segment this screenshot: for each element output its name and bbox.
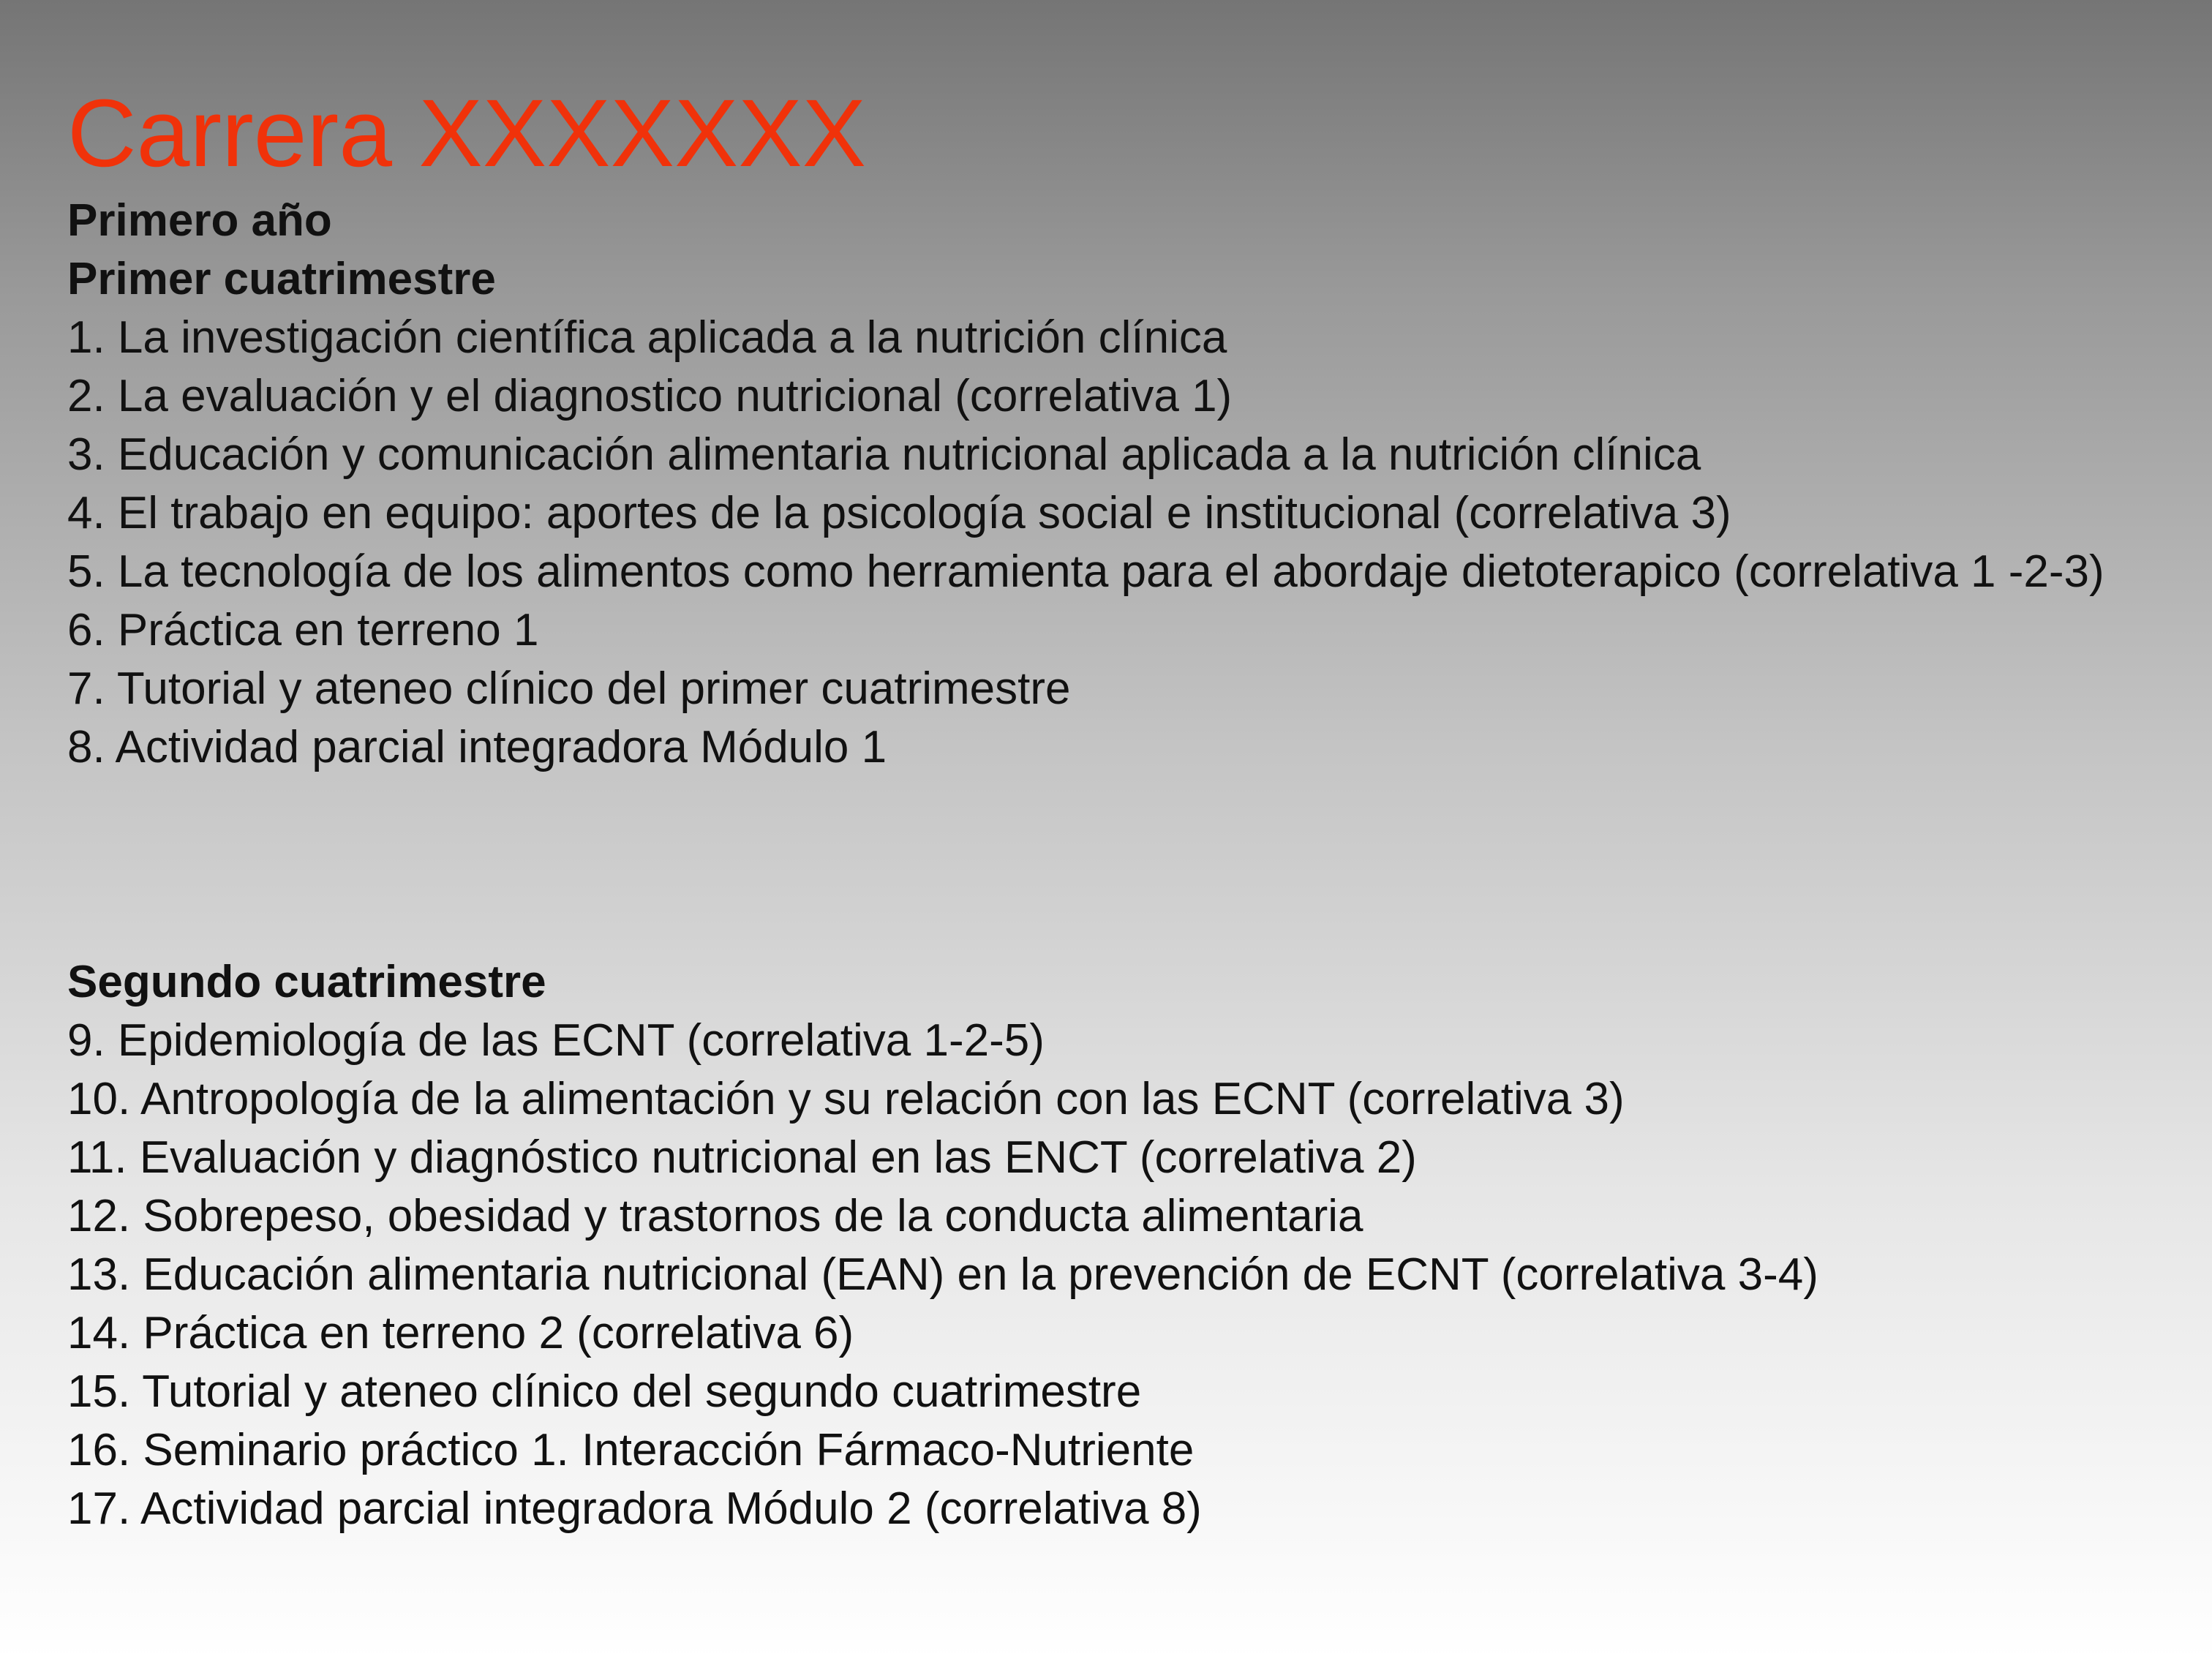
list-item: 14. Práctica en terreno 2 (correlativa 6) <box>67 1308 854 1358</box>
first-term-block <box>67 192 2174 777</box>
second-term-heading: Segundo cuatrimestre <box>67 957 546 1007</box>
list-item: 16. Seminario práctico 1. Interacción Fármaco-Nutriente <box>67 1425 1195 1475</box>
list-item: 8. Actividad parcial integradora Módulo 1 <box>67 722 887 772</box>
year-heading: Primero año <box>67 195 332 246</box>
first-term-heading: Primer cuatrimestre <box>67 254 496 304</box>
list-item: 4. El trabajo en equipo: aportes de la psicología social e institucional (correlativa 3) <box>67 488 1731 538</box>
list-item: 9. Epidemiología de las ECNT (correlativa 1-2-5) <box>67 1015 1045 1066</box>
list-item: 15. Tutorial y ateneo clínico del segundo cuatrimestre <box>67 1366 1142 1417</box>
second-term-list <box>67 1012 2174 1538</box>
list-item: 10. Antropología de la alimentación y su relación con las ECNT (correlativa 3) <box>67 1074 1625 1124</box>
list-item: 12. Sobrepeso, obesidad y trastornos de la conducta alimentaria <box>67 1191 1363 1241</box>
list-item: 3. Educación y comunicación alimentaria nutricional aplicada a la nutrición clínica <box>67 429 1701 480</box>
list-item: 1. La investigación científica aplicada a la nutrición clínica <box>67 312 1227 363</box>
list-item: 17. Actividad parcial integradora Módulo 2 (correlativa 8) <box>67 1483 1202 1534</box>
list-item: 7. Tutorial y ateneo clínico del primer cuatrimestre <box>67 663 1071 714</box>
list-item: 6. Práctica en terreno 1 <box>67 605 539 655</box>
second-term-block <box>67 953 2174 1538</box>
first-term-list <box>67 309 2174 777</box>
list-item: 11. Evaluación y diagnóstico nutricional en las ENCT (correlativa 2) <box>67 1132 1417 1183</box>
list-item: 5. La tecnología de los alimentos como herramienta para el abordaje dietoterapico (correlativa 1 -2-3) <box>67 546 2104 597</box>
list-item: 13. Educación alimentaria nutricional (EAN) en la prevención de ECNT (correlativa 3-4) <box>67 1249 1818 1300</box>
list-item: 2. La evaluación y el diagnostico nutricional (correlativa 1) <box>67 371 1233 421</box>
slide-title: Carrera XXXXXXX <box>67 79 867 187</box>
